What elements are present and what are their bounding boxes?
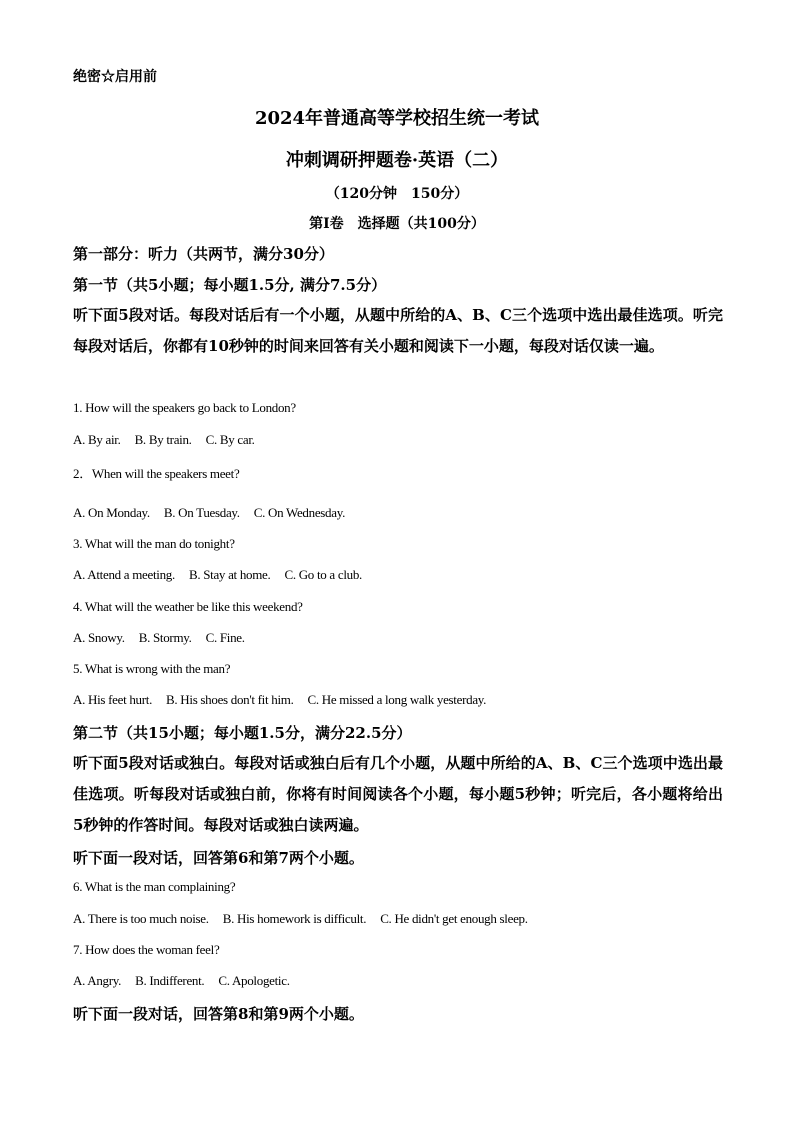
part1-heading: 第一部分：听力（共两节，满分30分） bbox=[73, 245, 334, 263]
option-b: B. Indifferent. bbox=[135, 973, 205, 988]
question-1: 1. How will the speakers go back to London? bbox=[73, 400, 296, 415]
section2-instruction: 听下面5段对话或独白。每段对话或独白后有几个小题，从题中所给的A、B、C三个选项中选出最佳选项。听每段对话或独白前，你将有时间阅读各个小题，每小题5秒钟；听完后，各小题将给出5秒钟的作答时间。每段对话或独白读两遍。 bbox=[73, 754, 723, 834]
options-1 bbox=[73, 432, 269, 448]
question-2: 2．When will the speakers meet? bbox=[73, 466, 240, 481]
question-4: 4. What will the weather be like this weekend? bbox=[73, 599, 303, 614]
option-c: C. He didn't get enough sleep. bbox=[380, 911, 528, 926]
option-b: B. On Tuesday. bbox=[163, 505, 240, 520]
option-c: C. By car. bbox=[205, 432, 255, 447]
option-a: A. There is too much noise. bbox=[73, 911, 209, 926]
time-score: （120分钟 150分） bbox=[325, 186, 469, 202]
volume-heading: 第Ⅰ卷 选择题（共100分） bbox=[309, 216, 485, 232]
option-b: B. By train. bbox=[134, 432, 192, 447]
options-5 bbox=[73, 692, 500, 708]
option-c: C. On Wednesday. bbox=[253, 505, 346, 520]
option-b: B. Stay at home. bbox=[188, 567, 271, 582]
question-3: 3. What will the man do tonight? bbox=[73, 536, 235, 551]
option-b: B. His shoes don't fit him. bbox=[166, 692, 294, 707]
option-a: A. On Monday. bbox=[73, 505, 150, 520]
question-6: 6. What is the man complaining? bbox=[73, 879, 236, 894]
options-4 bbox=[73, 630, 259, 646]
question-5: 5. What is wrong with the man? bbox=[73, 661, 231, 676]
exam-subtitle: 冲刺调研押题卷·英语（二） bbox=[285, 150, 509, 171]
options-7 bbox=[73, 973, 304, 989]
group-6-7-heading: 听下面一段对话，回答第6和第7两个小题。 bbox=[73, 849, 364, 867]
option-c: C. Apologetic. bbox=[218, 973, 290, 988]
options-6 bbox=[73, 911, 542, 927]
option-a: A. By air. bbox=[73, 432, 121, 447]
option-b: B. His homework is difficult. bbox=[222, 911, 367, 926]
options-3 bbox=[73, 567, 376, 583]
exam-title: 2024年普通高等学校招生统一考试 bbox=[254, 108, 540, 129]
question-7: 7. How does the woman feel? bbox=[73, 942, 220, 957]
option-a: A. Snowy. bbox=[73, 630, 125, 645]
section1-heading: 第一节（共5小题；每小题1.5分, 满分7.5分） bbox=[73, 276, 387, 294]
group-8-9-heading: 听下面一段对话，回答第8和第9两个小题。 bbox=[73, 1005, 364, 1023]
option-c: C. Fine. bbox=[205, 630, 245, 645]
option-a: A. Attend a meeting. bbox=[73, 567, 175, 582]
option-a: A. Angry. bbox=[73, 973, 122, 988]
option-c: C. He missed a long walk yesterday. bbox=[307, 692, 487, 707]
option-a: A. His feet hurt. bbox=[73, 692, 153, 707]
options-2 bbox=[73, 505, 359, 521]
option-c: C. Go to a club. bbox=[284, 567, 362, 582]
section2-heading: 第二节（共15小题；每小题1.5分，满分22.5分） bbox=[73, 724, 412, 742]
secret-label: 绝密☆启用前 bbox=[73, 69, 157, 85]
option-b: B. Stormy. bbox=[138, 630, 192, 645]
section1-instruction: 听下面5段对话。每段对话后有一个小题，从题中所给的A、B、C三个选项中选出最佳选项。听完每段对话后，你都有10秒钟的时间来回答有关小题和阅读下一小题，每段对话仅读一遍。 bbox=[73, 306, 723, 355]
